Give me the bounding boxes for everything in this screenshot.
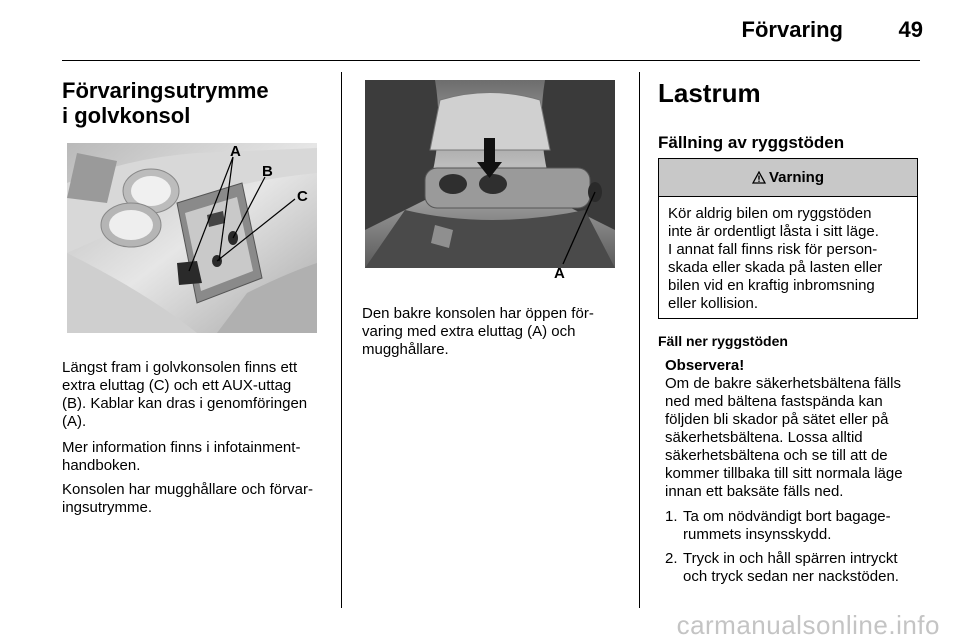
text-line: varing med extra eluttag (A) och [362, 323, 576, 340]
text-line: Kör aldrig bilen om ryggstöden [668, 205, 872, 222]
warning-text [668, 205, 913, 313]
warning-title: Varning [768, 169, 824, 186]
text-line: Om de bakre säkerhetsbältena fälls [665, 375, 901, 392]
figure-label-a: A [230, 143, 241, 160]
text-line: Ta om nödvändigt bort bagage- [683, 508, 891, 525]
text-line: Mer information finns i infotainment- [62, 439, 301, 456]
text-line: ingsutrymme. [62, 499, 153, 516]
text-line: säkerhetsbältena. Lossa alltid [665, 429, 863, 446]
text-line: (A). [62, 413, 87, 430]
warning-triangle-icon [752, 171, 766, 184]
note-title: Observera! [665, 357, 745, 374]
heading-line-1: Förvaringsutrymme [62, 78, 269, 103]
paragraph-cupholders [62, 481, 313, 517]
section-heading [62, 78, 269, 128]
column-divider-left [341, 72, 342, 608]
heading-line-2: i golvkonsol [62, 103, 191, 128]
paragraph-power-outlets [62, 359, 307, 431]
header-divider [62, 60, 920, 61]
text-line: och tryck sedan ner nackstöden. [683, 568, 899, 585]
page-number: 49 [898, 17, 923, 42]
paragraph-rear-console [362, 305, 594, 359]
step-number: 1. [665, 508, 678, 525]
text-line: mugghållare. [362, 341, 449, 358]
console-storage-photo [67, 143, 317, 333]
figure-label-b: B [262, 163, 273, 180]
text-line: kommer tillbaka till sitt normala läge [665, 465, 903, 482]
text-line: innan ett baksäte fälls ned. [665, 483, 844, 500]
text-line: ned med bältena fastspända kan [665, 393, 883, 410]
text-line: Den bakre konsolen har öppen för- [362, 305, 594, 322]
text-line: I annat fall finns risk för person- [668, 241, 878, 258]
list-item [665, 550, 925, 586]
step-list [665, 508, 925, 586]
text-line: rummets insynsskydd. [683, 526, 832, 543]
text-line: Längst fram i golvkonsolen finns ett [62, 359, 298, 376]
figure-label-a: A [554, 265, 565, 282]
step-heading: Fäll ner ryggstöden [658, 333, 788, 349]
step-number: 2. [665, 550, 678, 567]
text-line: extra eluttag (C) och ett AUX-uttag [62, 377, 292, 394]
text-line: bilen vid en kraftig inbromsning [668, 277, 875, 294]
text-line: handboken. [62, 457, 141, 474]
text-line: inte är ordentligt låsta i sitt läge. [668, 223, 879, 240]
section-heading: Lastrum [658, 78, 761, 108]
page-header-title: Förvaring [741, 17, 843, 42]
text-line: eller kollision. [668, 295, 759, 312]
figure-label-c: C [297, 188, 308, 205]
paragraph-infotainment [62, 439, 300, 475]
note-block [665, 357, 903, 501]
list-item [665, 508, 925, 544]
warning-header [659, 159, 917, 197]
subsection-heading: Fällning av ryggstöden [658, 133, 845, 152]
text-line: Konsolen har mugghållare och förvar- [62, 481, 313, 498]
text-line: följden bli skador på sätet eller på [665, 411, 889, 428]
column-divider-right [639, 72, 640, 608]
text-line: (B). Kablar kan dras i genomföringen [62, 395, 308, 412]
warning-box [658, 158, 918, 319]
rear-console-photo [365, 80, 615, 268]
text-line: Tryck in och håll spärren intryckt [683, 550, 898, 567]
text-line: skada eller skada på lasten eller [668, 259, 883, 276]
text-line: säkerhetsbältena och se till att de [665, 447, 888, 464]
watermark: carmanualsonline.info [676, 610, 940, 640]
